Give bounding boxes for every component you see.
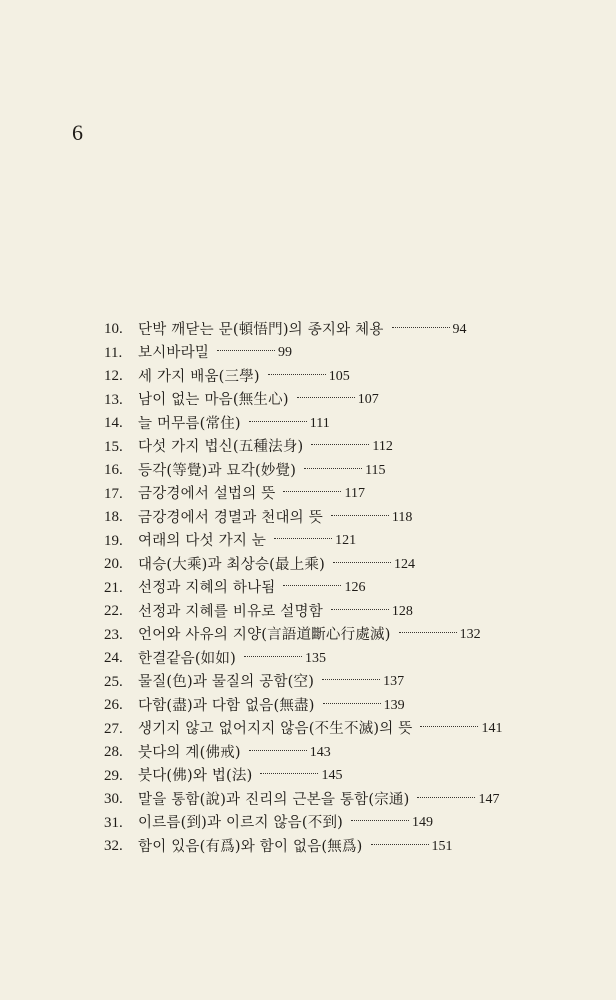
toc-entry bbox=[104, 389, 584, 413]
entry-title: 금강경에서 경멸과 천대의 뜻 bbox=[138, 509, 323, 526]
entry-number: 18. bbox=[104, 509, 123, 526]
entry-title: 한결같음(如如) bbox=[138, 650, 236, 667]
entry-number: 23. bbox=[104, 626, 123, 643]
toc-entry bbox=[104, 765, 584, 789]
entry-number: 14. bbox=[104, 415, 123, 432]
entry-title: 선정과 지혜를 비유로 설명함 bbox=[138, 603, 323, 620]
page-number: 6 bbox=[72, 120, 83, 145]
entry-title: 단박 깨닫는 문(頓悟門)의 종지와 체용 bbox=[138, 321, 384, 338]
toc-entry bbox=[104, 788, 584, 812]
entry-number: 13. bbox=[104, 391, 123, 408]
dot-leader bbox=[283, 490, 341, 492]
toc-entry bbox=[104, 577, 584, 601]
toc-entry bbox=[104, 412, 584, 436]
dot-leader bbox=[260, 772, 318, 774]
entry-title: 이르름(到)과 이르지 않음(不到) bbox=[138, 815, 344, 831]
toc-entry bbox=[104, 741, 584, 765]
entry-page-number: 107 bbox=[357, 392, 379, 408]
dot-leader bbox=[351, 819, 409, 821]
entry-number: 21. bbox=[104, 579, 123, 596]
entry-number: 31. bbox=[104, 814, 123, 831]
entry-page-number: 137 bbox=[383, 674, 405, 690]
dot-leader bbox=[331, 608, 389, 610]
dot-leader bbox=[249, 749, 307, 751]
dot-leader bbox=[304, 467, 362, 469]
entry-title: 금강경에서 설법의 뜻 bbox=[138, 486, 276, 502]
dot-leader bbox=[322, 678, 380, 680]
entry-title: 함이 있음(有爲)와 함이 없음(無爲) bbox=[138, 838, 363, 855]
dot-leader bbox=[417, 796, 475, 798]
entry-title: 세 가지 배움(三學) bbox=[138, 368, 260, 385]
dot-leader bbox=[392, 326, 450, 328]
dot-leader bbox=[268, 373, 326, 375]
entry-page-number: 139 bbox=[383, 697, 405, 713]
entry-number: 30. bbox=[104, 791, 123, 808]
entry-page-number: 111 bbox=[309, 415, 330, 431]
entry-number: 10. bbox=[104, 321, 123, 338]
entry-number: 32. bbox=[104, 838, 123, 855]
entry-title: 등각(等覺)과 묘각(妙覺) bbox=[138, 462, 297, 479]
entry-title: 언어와 사유의 지양(言語道斷心行處滅) bbox=[138, 627, 391, 643]
entry-number: 27. bbox=[104, 720, 123, 737]
dot-leader bbox=[283, 584, 341, 586]
toc-entry bbox=[104, 694, 584, 718]
entry-page-number: 126 bbox=[344, 580, 366, 596]
toc-entry bbox=[104, 624, 584, 648]
entry-number: 20. bbox=[104, 556, 123, 573]
dot-leader bbox=[297, 396, 355, 398]
dot-leader bbox=[217, 349, 275, 351]
entry-page-number: 147 bbox=[478, 791, 500, 807]
toc-entry bbox=[104, 318, 584, 342]
entry-number: 15. bbox=[104, 438, 123, 455]
entry-title: 말을 통함(說)과 진리의 근본을 통함(宗通) bbox=[138, 791, 410, 808]
entry-page-number: 149 bbox=[412, 815, 434, 831]
entry-number: 26. bbox=[104, 697, 123, 714]
dot-leader bbox=[371, 843, 429, 845]
dot-leader bbox=[311, 443, 369, 445]
dot-leader bbox=[244, 655, 302, 657]
entry-number: 22. bbox=[104, 603, 123, 620]
entry-number: 28. bbox=[104, 744, 123, 761]
entry-page-number: 112 bbox=[372, 439, 393, 455]
entry-page-number: 141 bbox=[481, 721, 503, 737]
entry-number: 17. bbox=[104, 485, 123, 502]
entry-title: 다섯 가지 법신(五種法身) bbox=[138, 439, 304, 455]
toc-entry bbox=[104, 835, 584, 859]
entry-number: 29. bbox=[104, 767, 123, 784]
entry-title: 물질(色)과 물질의 공함(空) bbox=[138, 674, 315, 690]
entry-title: 선정과 지혜의 하나됨 bbox=[138, 580, 276, 596]
entry-page-number: 151 bbox=[431, 838, 453, 854]
entry-number: 24. bbox=[104, 650, 123, 667]
toc-entry bbox=[104, 530, 584, 554]
entry-page-number: 143 bbox=[309, 744, 331, 760]
entry-number: 16. bbox=[104, 462, 123, 479]
entry-title: 붓다의 계(佛戒) bbox=[138, 744, 241, 761]
dot-leader bbox=[331, 514, 389, 516]
entry-title: 남이 없는 마음(無生心) bbox=[138, 392, 289, 408]
entry-page-number: 94 bbox=[452, 321, 467, 337]
entry-page-number: 145 bbox=[321, 768, 343, 784]
toc-entry bbox=[104, 342, 584, 366]
entry-number: 11. bbox=[104, 344, 123, 361]
dot-leader bbox=[274, 537, 332, 539]
toc-entry bbox=[104, 812, 584, 836]
entry-page-number: 132 bbox=[459, 627, 481, 643]
toc-entry bbox=[104, 483, 584, 507]
entry-page-number: 115 bbox=[365, 462, 386, 478]
entry-number: 19. bbox=[104, 532, 123, 549]
toc-entry bbox=[104, 647, 584, 671]
toc-entry bbox=[104, 436, 584, 460]
entry-page-number: 117 bbox=[344, 486, 365, 502]
entry-page-number: 105 bbox=[328, 368, 350, 384]
entry-page-number: 128 bbox=[391, 603, 413, 619]
entry-page-number: 118 bbox=[391, 509, 413, 525]
dot-leader bbox=[323, 702, 381, 704]
entry-title: 여래의 다섯 가지 눈 bbox=[138, 533, 267, 549]
entry-title: 다함(盡)과 다함 없음(無盡) bbox=[138, 697, 315, 714]
entry-page-number: 135 bbox=[304, 650, 326, 666]
entry-title: 붓다(佛)와 법(法) bbox=[138, 768, 253, 784]
toc-entry bbox=[104, 365, 584, 389]
dot-leader bbox=[249, 420, 307, 422]
entry-title: 생기지 않고 없어지지 않음(不生不滅)의 뜻 bbox=[138, 721, 413, 737]
entry-title: 대승(大乘)과 최상승(最上乘) bbox=[138, 556, 325, 573]
table-of-contents bbox=[104, 318, 584, 859]
toc-entry bbox=[104, 459, 584, 483]
entry-title: 보시바라밀 bbox=[138, 345, 210, 361]
entry-page-number: 99 bbox=[278, 345, 293, 361]
toc-entry bbox=[104, 600, 584, 624]
entry-number: 12. bbox=[104, 368, 123, 385]
entry-number: 25. bbox=[104, 673, 123, 690]
toc-entry bbox=[104, 506, 584, 530]
dot-leader bbox=[420, 725, 478, 727]
dot-leader bbox=[333, 561, 391, 563]
dot-leader bbox=[399, 631, 457, 633]
toc-entry bbox=[104, 671, 584, 695]
toc-entry bbox=[104, 718, 584, 742]
toc-entry bbox=[104, 553, 584, 577]
entry-page-number: 124 bbox=[393, 556, 415, 572]
entry-page-number: 121 bbox=[335, 533, 357, 549]
entry-title: 늘 머무름(常住) bbox=[138, 415, 241, 432]
